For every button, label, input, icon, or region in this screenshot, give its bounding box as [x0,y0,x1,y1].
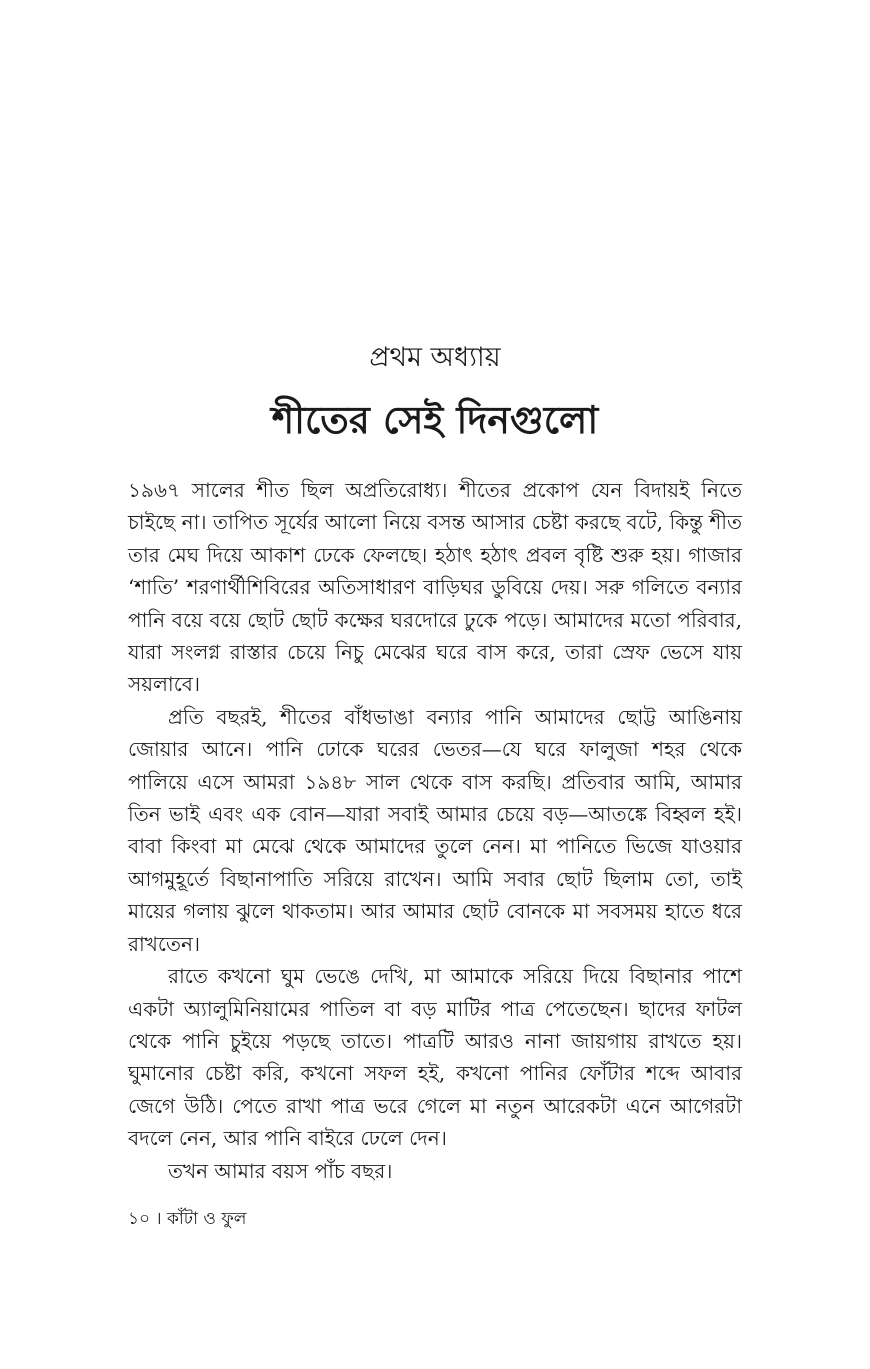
paragraph: প্রতি বছরই, শীতের বাঁধভাঙা বন্যার পানি আমাদের ছোট্ট আঙিনায় জোয়ার আনে। পানি ঢোকে ঘরের ভেতর—যে ঘরে ফালুজা শহর থেকে পালিয়ে এসে আমরা ১৯৪৮ সাল থেকে বাস করছি। প্রতিবার আমি, আমার তিন ভাই এবং এক বোন—যারা সবাই আমার চেয়ে বড়—আতঙ্কে বিহ্বল হই। বাবা কিংবা মা মেঝে থেকে আমাদের তুলে নেন। মা পানিতে ভিজে যাওয়ার আগমুহূর্তে বিছানাপাতি সরিয়ে রাখেন। আমি সবার ছোট ছিলাম তো, তাই মায়ের গলায় ঝুলে থাকতাম। আর আমার ছোট বোনকে মা সবসময় হাতে ধরে রাখতেন। [128,704,742,956]
paragraph: রাতে কখনো ঘুম ভেঙে দেখি, মা আমাকে সরিয়ে দিয়ে বিছানার পাশে একটা অ্যালুমিনিয়ামের পাতিল বা বড় মাটির পাত্র পেতেছেন। ছাদের ফাটল থেকে পানি চুইয়ে পড়ছে তাতে। পাত্রটি আরও নানা জায়গায় রাখতে হয়। ঘুমানোর চেষ্টা করি, কখনো সফল হই, কখনো পানির ফোঁটার শব্দে আবার জেগে উঠি। পেতে রাখা পাত্র ভরে গেলে মা নতুন আরেকটা এনে আগেরটা বদলে নেন, আর পানি বাইরে ঢেলে দেন। [128,964,742,1151]
page-footer [128,1206,246,1232]
chapter-label: প্রথম অধ্যায় [369,342,501,373]
body-text [128,474,742,1187]
page-number: ১০ [128,1209,151,1229]
chapter-title: শীতের সেই দিনগুলো [271,397,599,442]
paragraph: তখন আমার বয়স পাঁচ বছর। [168,1158,393,1183]
running-book-title: । কাঁটা ও ফুল [155,1209,247,1229]
paragraph: ১৯৬৭ সালের শীত ছিল অপ্রতিরোধ্য। শীতের প্রকোপ যেন বিদায়ই নিতে চাইছে না। তাপিত সূর্যের আলো নিয়ে বসন্ত আসার চেষ্টা করছে বটে, কিন্তু শীত তার মেঘ দিয়ে আকাশ ঢেকে ফেলছে। হঠাৎ হঠাৎ প্রবল বৃষ্টি শুরু হয়। গাজার ‘শাতি’ শরণার্থীশিবিরের অতিসাধারণ বাড়িঘর ডুবিয়ে দেয়। সরু গলিতে বন্যার পানি বয়ে বয়ে ছোট ছোট কক্ষের ঘরদোরে ঢুকে পড়ে। আমাদের মতো পরিবার, যারা সংলগ্ন রাস্তার চেয়ে নিচু মেঝের ঘরে বাস করে, তারা স্রেফ ভেসে যায় সয়লাবে। [128,478,742,697]
